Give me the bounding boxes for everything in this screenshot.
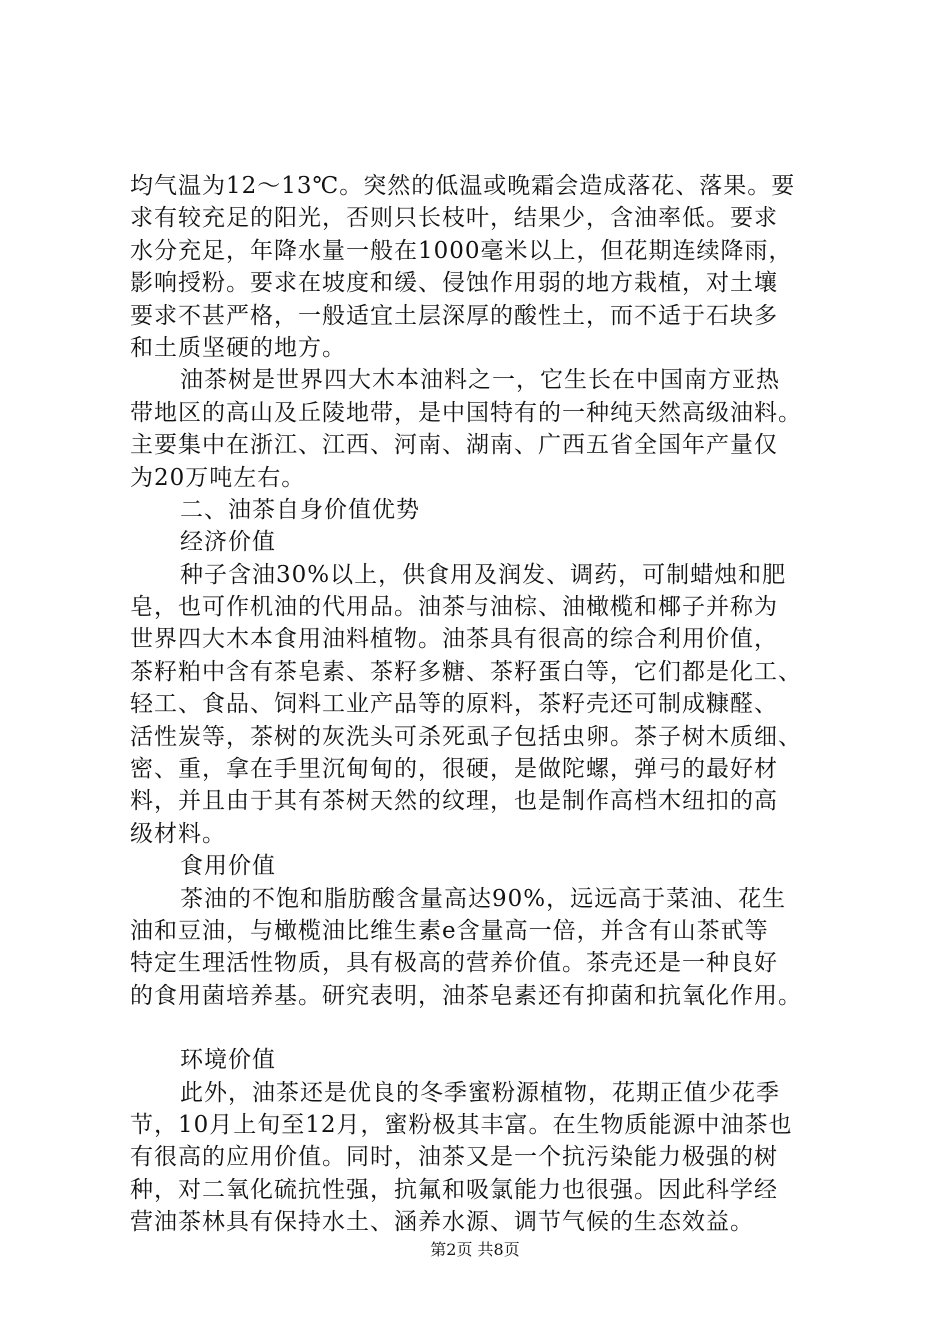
paragraph-line: 和土质坚硬的地方。 bbox=[130, 334, 346, 361]
paragraph-line: 此外，油茶还是优良的冬季蜜粉源植物，花期正值少花季 bbox=[180, 1079, 780, 1106]
section-heading: 二、油茶自身价值优势 bbox=[180, 496, 420, 523]
paragraph-line: 种，对二氧化硫抗性强，抗氟和吸氯能力也很强。因此科学经 bbox=[130, 1176, 778, 1203]
paragraph-line: 世界四大木本食用油料植物。油茶具有很高的综合利用价值， bbox=[130, 626, 778, 653]
paragraph-line: 的食用菌培养基。研究表明，油茶皂素还有抑菌和抗氧化作用。 bbox=[130, 982, 802, 1009]
paragraph-line: 特定生理活性物质，具有极高的营养价值。茶壳还是一种良好 bbox=[130, 950, 778, 977]
page-number-footer: 第2页 共8页 bbox=[430, 1240, 520, 1259]
paragraph-line: 轻工、食品、饲料工业产品等的原料，茶籽壳还可制成糠醛、 bbox=[130, 691, 778, 718]
paragraph-line: 油和豆油，与橄榄油比维生素e含量高一倍，并含有山茶甙等 bbox=[130, 917, 769, 944]
paragraph-spacer bbox=[130, 1012, 840, 1044]
paragraph-line: 皂，也可作机油的代用品。油茶与油棕、油橄榄和椰子并称为 bbox=[130, 594, 778, 621]
subsection-heading: 经济价值 bbox=[180, 529, 276, 556]
paragraph-line: 活性炭等，茶树的灰洗头可杀死虱子包括虫卵。茶子树木质细、 bbox=[130, 723, 802, 750]
paragraph-line: 有很高的应用价值。同时，油茶又是一个抗污染能力极强的树 bbox=[130, 1144, 778, 1171]
paragraph-line: 影响授粉。要求在坡度和缓、侵蚀作用弱的地方栽植，对土壤 bbox=[130, 270, 778, 297]
document-body bbox=[130, 170, 840, 1239]
paragraph-line: 要求不甚严格，一般适宜土层深厚的酸性土，而不适于石块多 bbox=[130, 302, 778, 329]
paragraph-line: 油茶树是世界四大木本油料之一，它生长在中国南方亚热 bbox=[180, 367, 780, 394]
paragraph-line: 节，10月上旬至12月，蜜粉极其丰富。在生物质能源中油茶也 bbox=[130, 1111, 793, 1138]
paragraph-line: 为20万吨左右。 bbox=[130, 464, 306, 491]
subsection-heading: 食用价值 bbox=[180, 853, 276, 880]
paragraph-line: 营油茶林具有保持水土、涵养水源、调节气候的生态效益。 bbox=[130, 1209, 754, 1236]
paragraph-line: 级材料。 bbox=[130, 820, 226, 847]
paragraph-line: 种子含油30%以上，供食用及润发、调药，可制蜡烛和肥 bbox=[180, 561, 787, 588]
paragraph-line: 茶籽粕中含有茶皂素、茶籽多糖、茶籽蛋白等，它们都是化工、 bbox=[130, 658, 802, 685]
paragraph-line: 水分充足，年降水量一般在1000毫米以上，但花期连续降雨， bbox=[130, 237, 793, 264]
paragraph-line: 密、重，拿在手里沉甸甸的，很硬，是做陀螺，弹弓的最好材 bbox=[130, 756, 778, 783]
paragraph-line: 料，并且由于其有茶树天然的纹理，也是制作高档木纽扣的高 bbox=[130, 788, 778, 815]
paragraph-line: 均气温为12～13℃。突然的低温或晚霜会造成落花、落果。要 bbox=[130, 173, 796, 199]
paragraph-line: 茶油的不饱和脂肪酸含量高达90%，远远高于菜油、花生 bbox=[180, 885, 787, 912]
paragraph-line: 主要集中在浙江、江西、河南、湖南、广西五省全国年产量仅 bbox=[130, 432, 778, 459]
subsection-heading: 环境价值 bbox=[180, 1047, 276, 1074]
paragraph-line: 带地区的高山及丘陵地带，是中国特有的一种纯天然高级油料。 bbox=[130, 399, 802, 426]
paragraph-line: 求有较充足的阳光，否则只长枝叶，结果少，含油率低。要求 bbox=[130, 205, 778, 232]
